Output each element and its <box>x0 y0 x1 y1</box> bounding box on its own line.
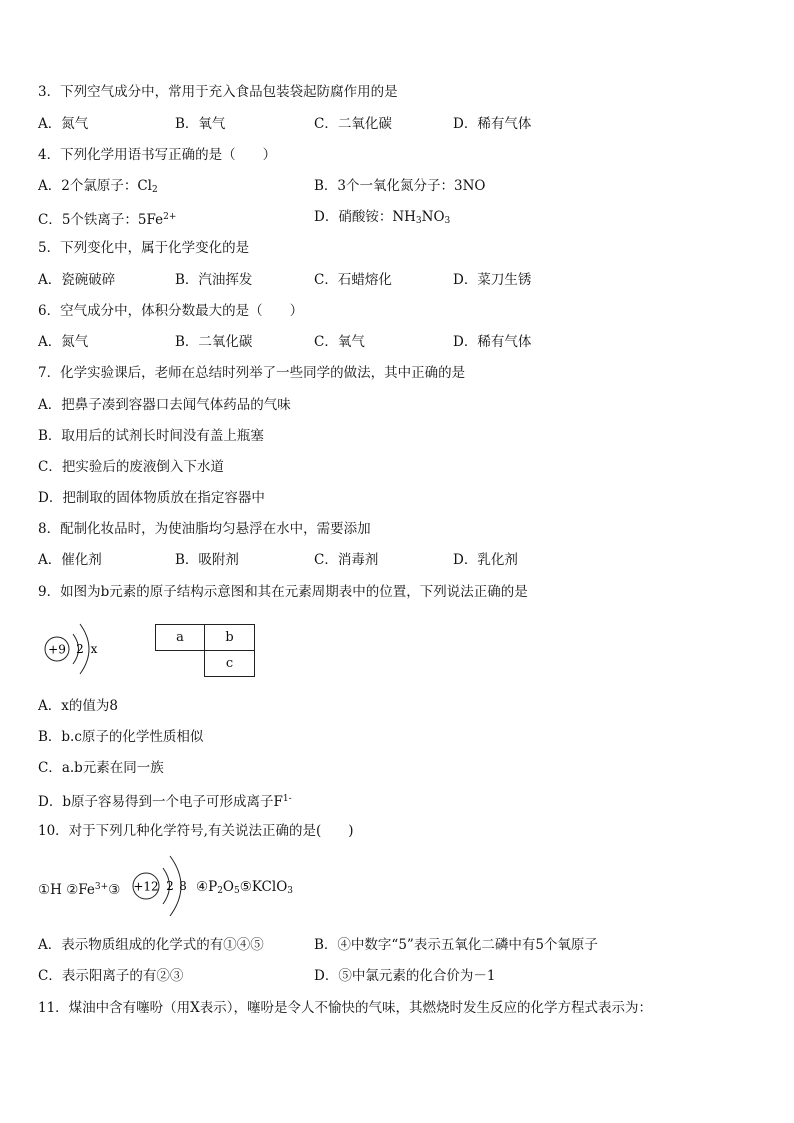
question-5-option-c: C．石蜡熔化 <box>314 272 392 288</box>
question-5-option-a: A．瓷碗破碎 <box>38 272 116 288</box>
question-8-option-d: D．乳化剂 <box>453 552 518 568</box>
q10-symbol-5: ⑤KClO$_3$ <box>239 879 294 896</box>
question-7-option-b: B．取用后的试剂长时间没有盖上瓶塞 <box>38 428 264 444</box>
question-6-option-a: A．氮气 <box>38 334 89 350</box>
question-3-option-a: A．氮气 <box>38 116 89 132</box>
question-6-option-d: D．稀有气体 <box>453 334 532 350</box>
q9-cell-c: c <box>204 650 255 677</box>
question-7-stem: 7．化学实验课后，老师在总结时列举了一些同学的做法，其中正确的是 <box>38 365 466 381</box>
question-5-option-b: B．汽油挥发 <box>175 272 253 288</box>
question-7-option-a: A．把鼻子凑到容器口去闻气体药品的气味 <box>38 397 291 413</box>
question-8-option-b: B．吸附剂 <box>175 552 239 568</box>
question-6-option-b: B．二氧化碳 <box>175 334 253 350</box>
q9-atom-structure-diagram <box>40 612 120 686</box>
q10-atom-structure-diagram <box>130 848 198 924</box>
question-10-option-a: A．表示物质组成的化学式的有①④⑤ <box>38 937 264 953</box>
q9-shell-1-electrons: 2 <box>76 642 84 656</box>
question-8-option-a: A．催化剂 <box>38 552 102 568</box>
q10-symbol-1: ①H <box>38 882 62 898</box>
question-10-option-d: D．⑤中氯元素的化合价为－1 <box>314 968 496 984</box>
q9-shell-2-electrons: x <box>90 642 98 656</box>
question-4-option-b: B．3个一氧化氮分子：3NO <box>314 178 486 194</box>
question-4-option-c: C．5个铁离子：$5Fe^{2+}$ <box>38 212 177 228</box>
q10-symbol-4: $④P_2O_5$ <box>196 879 240 896</box>
question-4-stem: 4．下列化学用语书写正确的是（ ） <box>38 147 277 163</box>
q10-symbol-2: $②Fe^{3+}$ <box>66 882 109 898</box>
question-9-option-d: D．b原子容易得到一个电子可形成离子$F^{1-}$ <box>38 794 292 810</box>
question-3-stem: 3．下列空气成分中，常用于充入食品包装袋起防腐作用的是 <box>38 84 398 100</box>
question-4-option-a: A．2个氯原子：$Cl_2$ <box>38 178 158 195</box>
q10-shell-1-electrons: 2 <box>166 879 174 893</box>
question-6-option-c: C．氧气 <box>314 334 365 350</box>
question-3-option-d: D．稀有气体 <box>453 116 532 132</box>
question-3-option-b: B．氧气 <box>175 116 226 132</box>
question-5-option-d: D．菜刀生锈 <box>453 272 532 288</box>
question-9-option-b: B．b.c原子的化学性质相似 <box>38 729 204 745</box>
q10-shell-2-electrons: 8 <box>179 879 187 893</box>
question-3-option-c: C．二氧化碳 <box>314 116 392 132</box>
q9-cell-b: b <box>204 624 255 651</box>
question-9-option-a: A．x的值为8 <box>38 698 118 714</box>
question-10-stem: 10．对于下列几种化学符号,有关说法正确的是( ) <box>38 823 354 839</box>
question-11-stem: 11．煤油中含有噻吩（用X表示），噻吩是令人不愉快的气味，其燃烧时发生反应的化学方程式表示为： <box>38 1000 653 1016</box>
question-4-option-d: D．硝酸铵：$NH_3NO_3$ <box>314 209 451 226</box>
question-8-option-c: C．消毒剂 <box>314 552 379 568</box>
q9-nucleus-charge: +9 <box>48 642 66 657</box>
question-10-option-b: B．④中数字“5”表示五氧化二磷中有5个氧原子 <box>314 937 598 953</box>
question-7-option-d: D．把制取的固体物质放在指定容器中 <box>38 490 265 506</box>
question-6-stem: 6．空气成分中，体积分数最大的是（ ） <box>38 303 304 319</box>
question-9-option-c: C．a.b元素在同一族 <box>38 760 164 776</box>
question-7-option-c: C．把实验后的废液倒入下水道 <box>38 459 224 475</box>
question-8-stem: 8．配制化妆品时，为使油脂均匀悬浮在水中，需要添加 <box>38 521 371 537</box>
q10-symbols-group-1 <box>38 878 120 899</box>
q9-cell-a: a <box>155 624 205 651</box>
question-10-option-c: C．表示阳离子的有②③ <box>38 968 184 984</box>
q10-symbol-3: ③ <box>108 882 121 898</box>
question-5-stem: 5．下列变化中，属于化学变化的是 <box>38 240 250 256</box>
q10-nucleus-charge: +12 <box>133 879 159 894</box>
question-9-stem: 9．如图为b元素的原子结构示意图和其在元素周期表中的位置，下列说法正确的是 <box>38 584 528 600</box>
q10-symbols-group-2 <box>196 878 293 900</box>
